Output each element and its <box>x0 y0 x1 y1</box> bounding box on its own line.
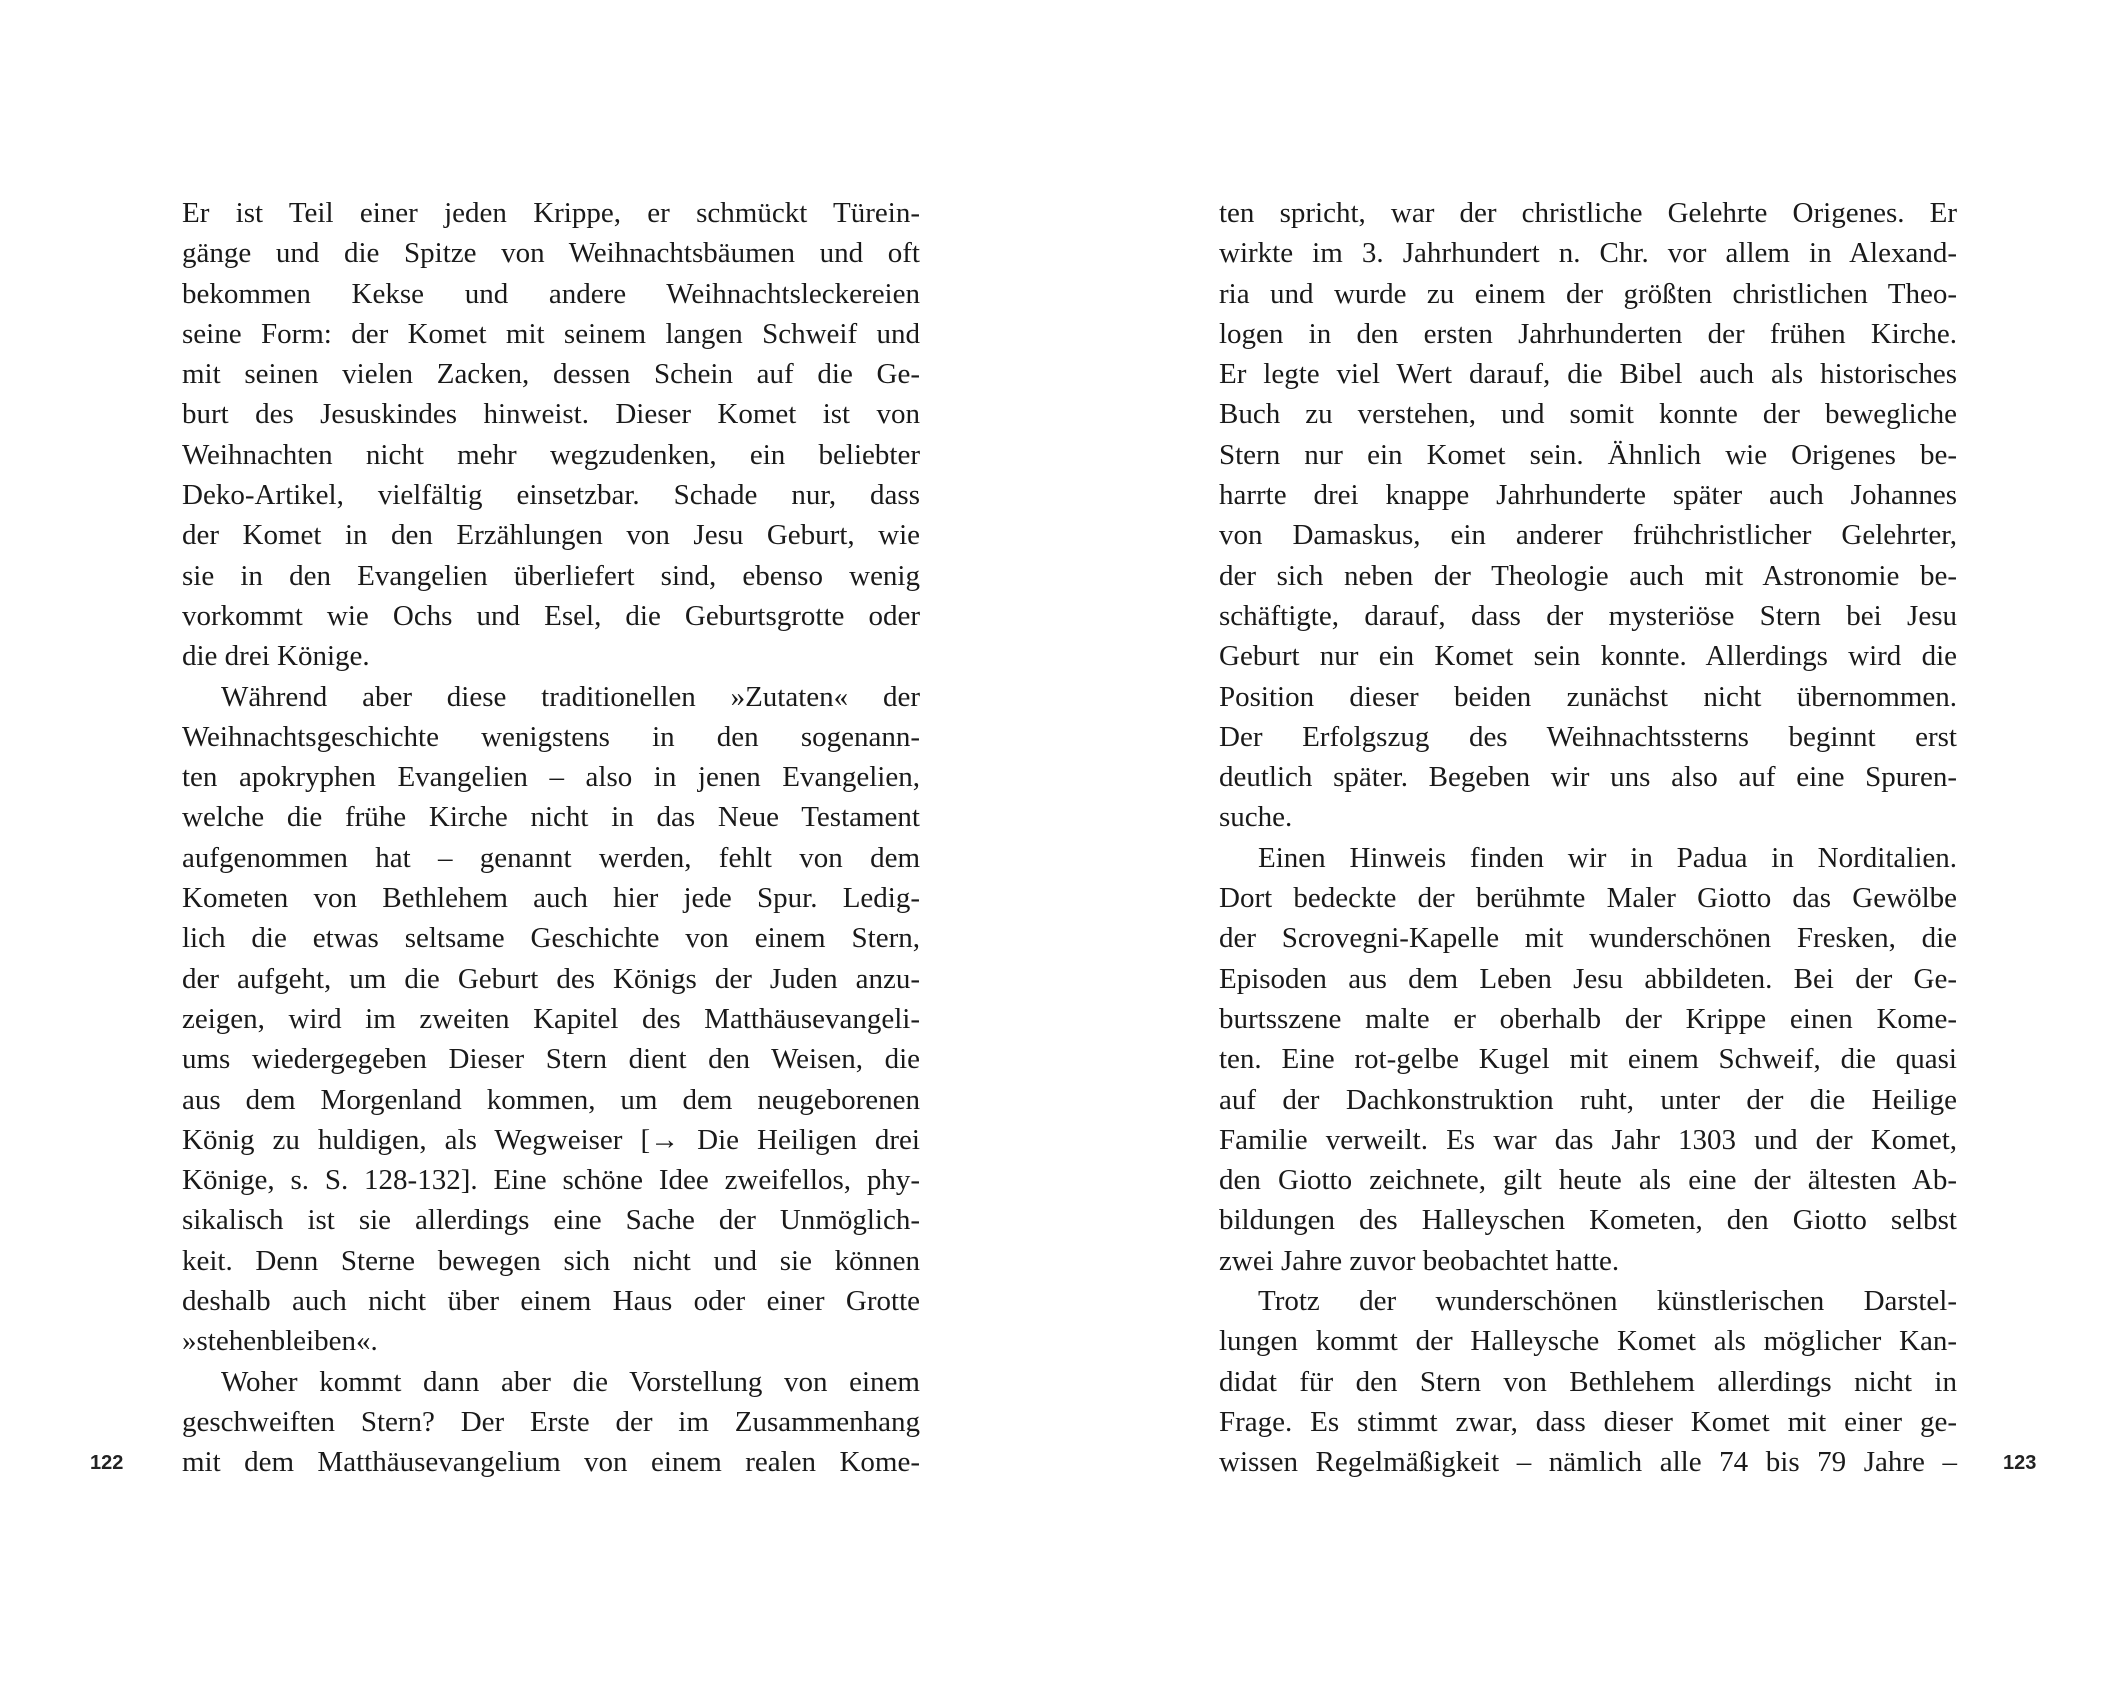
text-line: der Scrovegni-Kapelle mit wunderschönen Fresken, die <box>1219 922 1957 955</box>
text-line: mit seinen vielen Zacken, dessen Schein auf die Ge- <box>182 358 920 391</box>
text-line: keit. Denn Sterne bewegen sich nicht und sie können <box>182 1244 920 1277</box>
text-line: Frage. Es stimmt zwar, dass dieser Komet mit einer ge- <box>1219 1405 1957 1438</box>
text-line: bekommen Kekse und andere Weihnachtsleckereien <box>182 277 920 310</box>
text-line: Stern nur ein Komet sein. Ähnlich wie Origenes be- <box>1219 438 1957 471</box>
text-line: aufgenommen hat – genannt werden, fehlt von dem <box>182 841 920 874</box>
text-line: »stehenbleiben«. <box>182 1325 378 1358</box>
text-line: ria und wurde zu einem der größten christlichen Theo- <box>1219 277 1957 310</box>
text-line: zeigen, wird im zweiten Kapitel des Matthäusevangeli- <box>182 1002 920 1035</box>
text-line: zwei Jahre zuvor beobachtet hatte. <box>1219 1244 1620 1277</box>
text-line: Kometen von Bethlehem auch hier jede Spur. Ledig- <box>182 882 920 915</box>
text-line: mit dem Matthäusevangelium von einem realen Kome- <box>182 1446 920 1479</box>
text-line: seine Form: der Komet mit seinem langen Schweif und <box>182 317 920 350</box>
text-line: burtsszene malte er oberhalb der Krippe einen Kome- <box>1219 1002 1957 1035</box>
page-number-left: 122 <box>90 1452 124 1474</box>
text-line: ten spricht, war der christliche Gelehrte Origenes. Er <box>1219 197 1957 229</box>
left-page-text <box>182 193 920 1483</box>
text-line: Position dieser beiden zunächst nicht übernommen. <box>1219 680 1957 713</box>
text-line: Episoden aus dem Leben Jesu abbildeten. Bei der Ge- <box>1219 962 1957 995</box>
text-line: suche. <box>1219 801 1293 834</box>
text-line: sie in den Evangelien überliefert sind, ebenso wenig <box>182 559 920 592</box>
text-line: Weihnachtsgeschichte wenigstens in den sogenann- <box>182 720 920 753</box>
text-line: Woher kommt dann aber die Vorstellung von einem <box>221 1365 920 1398</box>
text-line: Dort bedeckte der berühmte Maler Giotto das Gewölbe <box>1219 882 1957 915</box>
text-line: burt des Jesuskindes hinweist. Dieser Komet ist von <box>182 398 920 431</box>
text-line: Weihnachten nicht mehr wegzudenken, ein beliebter <box>182 438 920 471</box>
text-line: Er ist Teil einer jeden Krippe, er schmückt Türein- <box>182 197 920 229</box>
text-line: den Giotto zeichnete, gilt heute als eine der ältesten Ab- <box>1219 1164 1957 1197</box>
text-line: wirkte im 3. Jahrhundert n. Chr. vor allem in Alexand- <box>1219 237 1957 270</box>
text-line: schäftigte, darauf, dass der mysteriöse Stern bei Jesu <box>1219 599 1957 632</box>
text-line: Der Erfolgszug des Weihnachtssterns beginnt erst <box>1219 720 1957 753</box>
text-line: Deko-Artikel, vielfältig einsetzbar. Schade nur, dass <box>182 479 920 512</box>
text-line: Er legte viel Wert darauf, die Bibel auch als historisches <box>1219 358 1957 391</box>
text-line: der sich neben der Theologie auch mit Astronomie be- <box>1219 559 1957 592</box>
text-line: vorkommt wie Ochs und Esel, die Geburtsgrotte oder <box>182 599 920 632</box>
text-line: Trotz der wunderschönen künstlerischen Darstel- <box>1258 1285 1957 1318</box>
text-line: Geburt nur ein Komet sein konnte. Allerdings wird die <box>1219 640 1957 673</box>
text-line: Könige, s. S. 128-132]. Eine schöne Idee zweifellos, phy- <box>182 1164 920 1197</box>
text-line: didat für den Stern von Bethlehem allerdings nicht in <box>1219 1365 1957 1398</box>
text-line: welche die frühe Kirche nicht in das Neue Testament <box>182 801 920 834</box>
text-line: ten. Eine rot-gelbe Kugel mit einem Schweif, die quasi <box>1219 1043 1957 1076</box>
text-line: wissen Regelmäßigkeit – nämlich alle 74 bis 79 Jahre – <box>1219 1446 1957 1479</box>
page-number-right: 123 <box>2003 1452 2037 1474</box>
text-line: von Damaskus, ein anderer frühchristlicher Gelehrter, <box>1219 519 1957 552</box>
text-line: aus dem Morgenland kommen, um dem neugeborenen <box>182 1083 920 1116</box>
text-line: Während aber diese traditionellen »Zutaten« der <box>221 680 920 713</box>
right-page-text <box>1219 193 1957 1483</box>
text-line: Familie verweilt. Es war das Jahr 1303 und der Komet, <box>1219 1123 1957 1156</box>
text-line: ten apokryphen Evangelien – also in jenen Evangelien, <box>182 761 920 794</box>
text-line: logen in den ersten Jahrhunderten der frühen Kirche. <box>1219 317 1957 350</box>
text-line: ums wiedergegeben Dieser Stern dient den Weisen, die <box>182 1043 920 1076</box>
text-line: sikalisch ist sie allerdings eine Sache der Unmöglich- <box>182 1204 920 1237</box>
text-line: der aufgeht, um die Geburt des Königs der Juden anzu- <box>182 962 920 995</box>
text-line: Einen Hinweis finden wir in Padua in Norditalien. <box>1258 841 1957 874</box>
text-line: Buch zu verstehen, und somit konnte der bewegliche <box>1219 398 1957 431</box>
text-line: lich die etwas seltsame Geschichte von einem Stern, <box>182 922 920 955</box>
text-line: die drei Könige. <box>182 640 370 673</box>
text-line: auf der Dachkonstruktion ruht, unter der die Heilige <box>1219 1083 1957 1116</box>
text-line: König zu huldigen, als Wegweiser [→ Die Heiligen drei <box>182 1123 920 1156</box>
text-line: bildungen des Halleyschen Kometen, den Giotto selbst <box>1219 1204 1957 1237</box>
text-line: geschweiften Stern? Der Erste der im Zusammenhang <box>182 1405 920 1438</box>
text-line: deutlich später. Begeben wir uns also auf eine Spuren- <box>1219 761 1957 794</box>
text-line: deshalb auch nicht über einem Haus oder einer Grotte <box>182 1285 920 1318</box>
text-line: harrte drei knappe Jahrhunderte später auch Johannes <box>1219 479 1957 512</box>
text-line: lungen kommt der Halleysche Komet als möglicher Kan- <box>1219 1325 1957 1358</box>
text-line: gänge und die Spitze von Weihnachtsbäumen und oft <box>182 237 920 270</box>
text-line: der Komet in den Erzählungen von Jesu Geburt, wie <box>182 519 920 552</box>
